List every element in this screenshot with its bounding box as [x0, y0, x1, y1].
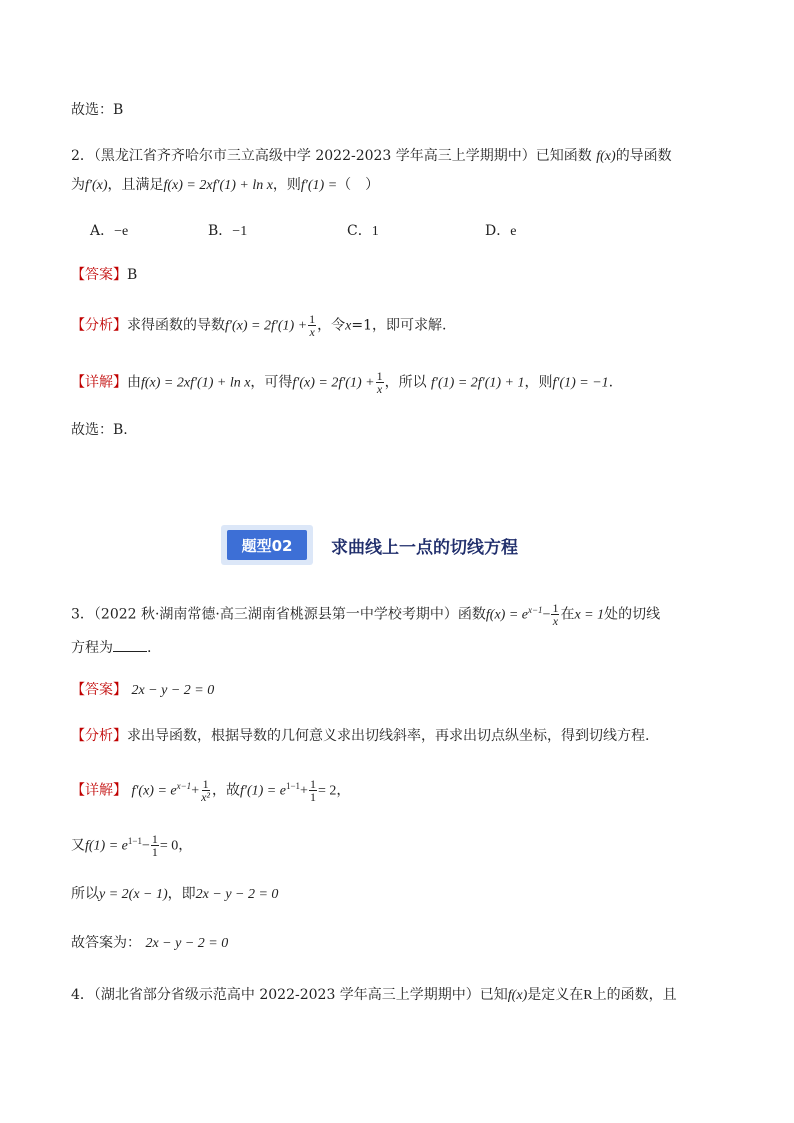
detail-eq: f(1) = e: [85, 838, 128, 854]
q4-stem-text: 上的函数，且: [592, 987, 677, 1003]
detail-text: .: [608, 374, 614, 391]
detail-eq: = 0: [159, 838, 179, 854]
q2-option-b: B．−1: [208, 223, 248, 239]
detail-text: ，所以: [384, 374, 427, 391]
detail-text: 所以: [71, 886, 99, 902]
answer-tag: 【答案】: [71, 267, 127, 283]
detail-eq: f(x) = 2xf′(1) + ln x: [141, 375, 251, 391]
detail-eq: f′(1) = 2f′(1) + 1: [431, 375, 525, 391]
detail-eq: f′(1) = −1: [552, 375, 609, 391]
q3-stem-text: 方程为: [71, 640, 113, 656]
answer-value: B: [127, 267, 138, 283]
detail-op: −: [141, 838, 150, 854]
q2-final: 故选：B.: [71, 422, 128, 438]
q2-detail: [71, 370, 613, 395]
q2-func: f(x): [596, 149, 616, 164]
q3-point: x = 1: [574, 607, 605, 623]
q2-stem-text: ，且满足: [107, 177, 164, 193]
detail-text: ，即: [167, 886, 196, 902]
banner-tag: 题型02: [227, 530, 307, 560]
q2-stem-text: 为: [71, 177, 85, 193]
q2-answer: [71, 265, 137, 285]
banner-title: 求曲线上一点的切线方程: [331, 538, 518, 558]
banner-tag-frame: [221, 525, 313, 565]
detail-op: +: [191, 783, 200, 799]
detail-tag: 【详解】: [71, 374, 127, 391]
detail-eq: y = 2(x − 1): [99, 887, 168, 902]
detail-fraction: $\frac{1}{1}$: [309, 777, 316, 805]
q3-stem-fraction: $\frac{1}{x}$: [552, 601, 559, 629]
detail-fraction: $\frac{1}{\text{x²}}$: [201, 777, 211, 805]
q2-condition-eq: f(x) = 2xf′(1) + ln x: [163, 178, 273, 193]
q2-deriv: f′(x): [85, 178, 108, 193]
q3-detail-line1: [71, 776, 350, 803]
q4-stem-text: 是定义在: [527, 987, 584, 1003]
detail-text: 又: [71, 837, 85, 854]
q2-stem-text: ，则: [272, 177, 301, 193]
q3-detail-line2: [71, 831, 192, 858]
q3-stem-line2: [71, 637, 151, 658]
analysis-fraction: $\frac{1}{x}$: [309, 312, 316, 339]
detail-fraction: $\frac{1}{x}$: [376, 369, 383, 396]
q2-analysis: [71, 313, 446, 338]
detail-eq: f′(1) = e: [240, 783, 286, 799]
analysis-tag: 【分析】: [71, 317, 127, 334]
detail-eq: 2x − y − 2 = 0: [145, 936, 229, 951]
q3-stem-text: 处的切线: [604, 606, 661, 623]
detail-text: ，则: [524, 374, 553, 391]
detail-eq: 2x − y − 2 = 0: [195, 887, 279, 902]
detail-exp: x−1: [176, 781, 192, 791]
analysis-tag: 【分析】: [71, 728, 127, 744]
detail-eq: = 2: [317, 783, 337, 799]
detail-op: +: [300, 783, 308, 799]
q4-stem-source: 4．（湖北省部分省级示范高中 2022-2023 学年高三上学期期中）已知: [71, 987, 508, 1003]
q4-set: R: [583, 988, 593, 1003]
q3-stem-source: 3．（2022 秋·湖南常德·高三湖南省桃源县第一中学校考期中）函数: [71, 606, 486, 623]
q2-option-c: C．1: [347, 223, 379, 239]
section-banner: [221, 525, 569, 565]
q3-answer: [71, 680, 214, 701]
q4-func: f(x): [507, 988, 528, 1003]
q2-stem-source: 2．（黑龙江省齐齐哈尔市三立高级中学 2022-2023 学年高三上学期期中）已知函数: [71, 148, 592, 164]
detail-text: ，: [336, 782, 351, 799]
detail-exp: 1−1: [127, 836, 142, 846]
detail-eq: f′(x) = 2f′(1) +: [292, 375, 375, 391]
q2-stem-line2: [71, 175, 379, 196]
q1-answer-line: 故选：B: [71, 102, 124, 118]
q3-stem-text: .: [147, 640, 152, 656]
q2-stem-suffix: 的导函数: [615, 148, 672, 164]
q3-stem-text: 在: [560, 606, 575, 623]
detail-fraction: $\frac{1}{1}$: [151, 832, 158, 860]
detail-text: ，: [178, 837, 193, 854]
detail-exp: 1−1: [285, 781, 301, 791]
detail-eq: f′(x) = e: [131, 783, 177, 799]
q3-detail-line4: [71, 933, 228, 954]
q3-analysis: [71, 726, 649, 746]
analysis-text: 求得函数的导数: [127, 317, 225, 334]
analysis-eq: f′(x) = 2f′(1) +: [225, 318, 308, 334]
detail-text: ，故: [212, 782, 241, 799]
analysis-text: 求出导函数，根据导数的几何意义求出切线斜率，再求出切点纵坐标，得到切线方程.: [127, 728, 650, 744]
answer-value: 2x − y − 2 = 0: [131, 683, 215, 698]
analysis-text: =1，即可求解.: [351, 317, 447, 334]
q3-stem-line1: [71, 600, 660, 627]
detail-text: 故答案为：: [71, 935, 141, 951]
q2-option-a: A．−e: [90, 223, 129, 239]
q4-stem-line1: [71, 985, 677, 1006]
detail-text: 由: [127, 374, 141, 391]
answer-tag: 【答案】: [71, 682, 127, 698]
q3-minus: −: [542, 607, 551, 623]
analysis-text: ，令: [317, 317, 346, 334]
detail-text: ，可得: [250, 374, 293, 391]
q2-ask: f′(1) =: [300, 178, 338, 193]
q3-func: f(x) = e: [485, 607, 528, 623]
q3-func-exp: x−1: [527, 605, 543, 615]
analysis-var: x: [345, 318, 352, 334]
q2-stem-line1: [71, 146, 672, 167]
q3-detail-line3: [71, 884, 278, 905]
q2-option-d: D．e: [485, 223, 517, 239]
q2-paren: （ ）: [337, 177, 380, 193]
answer-blank[interactable]: [113, 637, 147, 652]
detail-tag: 【详解】: [71, 782, 127, 799]
